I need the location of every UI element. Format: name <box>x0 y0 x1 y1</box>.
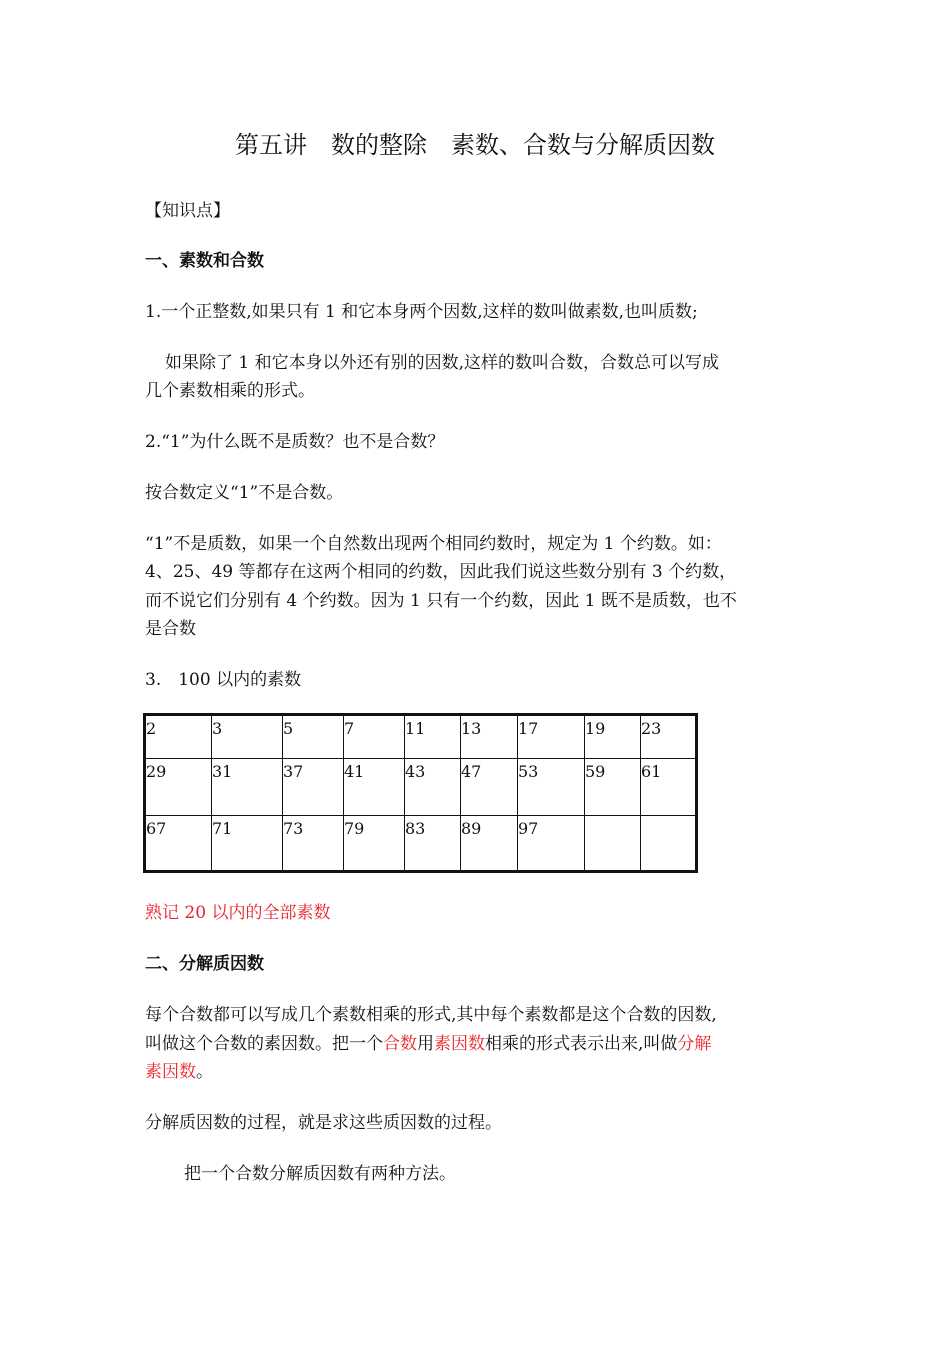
table-cell: 61 <box>641 759 697 816</box>
item1-line2: 如果除了 1 和它本身以外还有别的因数,这样的数叫合数，合数总可以写成 <box>165 353 720 373</box>
highlight-prime-factor-2: 素因数 <box>145 1062 196 1082</box>
table-cell: 17 <box>518 715 585 759</box>
table-cell: 23 <box>641 715 697 759</box>
table-cell: 83 <box>405 816 461 872</box>
p1-line2-text-c: 相乘的形式表示出来,叫做 <box>485 1034 678 1054</box>
table-row <box>145 759 697 816</box>
p1-line2-text-a: 叫做这个合数的素因数。把一个 <box>145 1034 383 1054</box>
table-cell: 29 <box>145 759 212 816</box>
item2-answer-2-line2: 4、25、49 等都存在这两个相同的约数，因此我们说这些数分别有 3 个约数， <box>145 562 737 582</box>
table-cell: 19 <box>585 715 641 759</box>
table-cell <box>585 816 641 872</box>
highlight-prime-factor: 素因数 <box>434 1034 485 1054</box>
section2-p1-line1: 每个合数都可以写成几个素数相乘的形式,其中每个素数都是这个合数的因数, <box>145 1005 717 1025</box>
primes-table <box>143 713 698 873</box>
item3-label: 3. 100 以内的素数 <box>145 670 302 690</box>
table-cell: 13 <box>461 715 518 759</box>
item2-answer-2-line1: “1”不是质数，如果一个自然数出现两个相同约数时，规定为 1 个约数。如： <box>145 534 722 554</box>
table-cell: 59 <box>585 759 641 816</box>
highlight-composite: 合数 <box>383 1034 417 1054</box>
section2-p1-line3 <box>145 1057 213 1082</box>
table-row <box>145 816 697 872</box>
section2-p1-line2 <box>145 1029 711 1054</box>
table-row <box>145 715 697 759</box>
table-cell: 2 <box>145 715 212 759</box>
table-cell: 11 <box>405 715 461 759</box>
table-cell: 47 <box>461 759 518 816</box>
p1-line2-text-b: 用 <box>417 1034 434 1054</box>
page-title: 第五讲 数的整除 素数、合数与分解质因数 <box>235 131 715 159</box>
table-cell: 73 <box>283 816 344 872</box>
table-cell: 37 <box>283 759 344 816</box>
table-cell: 31 <box>212 759 283 816</box>
p1-line3-end: 。 <box>196 1062 213 1082</box>
table-cell: 71 <box>212 816 283 872</box>
section2-p2: 分解质因数的过程，就是求这些质因数的过程。 <box>145 1113 502 1133</box>
item2-answer-1: 按合数定义“1”不是合数。 <box>145 483 344 503</box>
knowledge-label: 【知识点】 <box>145 201 230 221</box>
section1-heading: 一、素数和合数 <box>145 251 264 271</box>
table-cell: 7 <box>344 715 405 759</box>
item2-answer-2-line4: 是合数 <box>145 619 196 639</box>
highlight-factorize: 分解 <box>677 1034 712 1054</box>
table-cell: 5 <box>283 715 344 759</box>
table-cell <box>641 816 697 872</box>
section2-p3: 把一个合数分解质因数有两种方法。 <box>184 1164 456 1184</box>
table-cell: 53 <box>518 759 585 816</box>
table-cell: 79 <box>344 816 405 872</box>
item2-question: 2.“1”为什么既不是质数？也不是合数？ <box>145 432 445 452</box>
table-cell: 41 <box>344 759 405 816</box>
item2-answer-2-line3: 而不说它们分别有 4 个约数。因为 1 只有一个约数，因此 1 既不是质数，也不 <box>145 591 737 611</box>
table-cell: 89 <box>461 816 518 872</box>
table-cell: 97 <box>518 816 585 872</box>
item1-line1: 1.一个正整数,如果只有 1 和它本身两个因数,这样的数叫做素数,也叫质数; <box>145 302 698 322</box>
section2-heading: 二、分解质因数 <box>145 954 264 974</box>
table-cell: 67 <box>145 816 212 872</box>
table-cell: 3 <box>212 715 283 759</box>
table-cell: 43 <box>405 759 461 816</box>
memorize-note: 熟记 20 以内的全部素数 <box>145 903 331 923</box>
item1-line3: 几个素数相乘的形式。 <box>145 381 315 401</box>
